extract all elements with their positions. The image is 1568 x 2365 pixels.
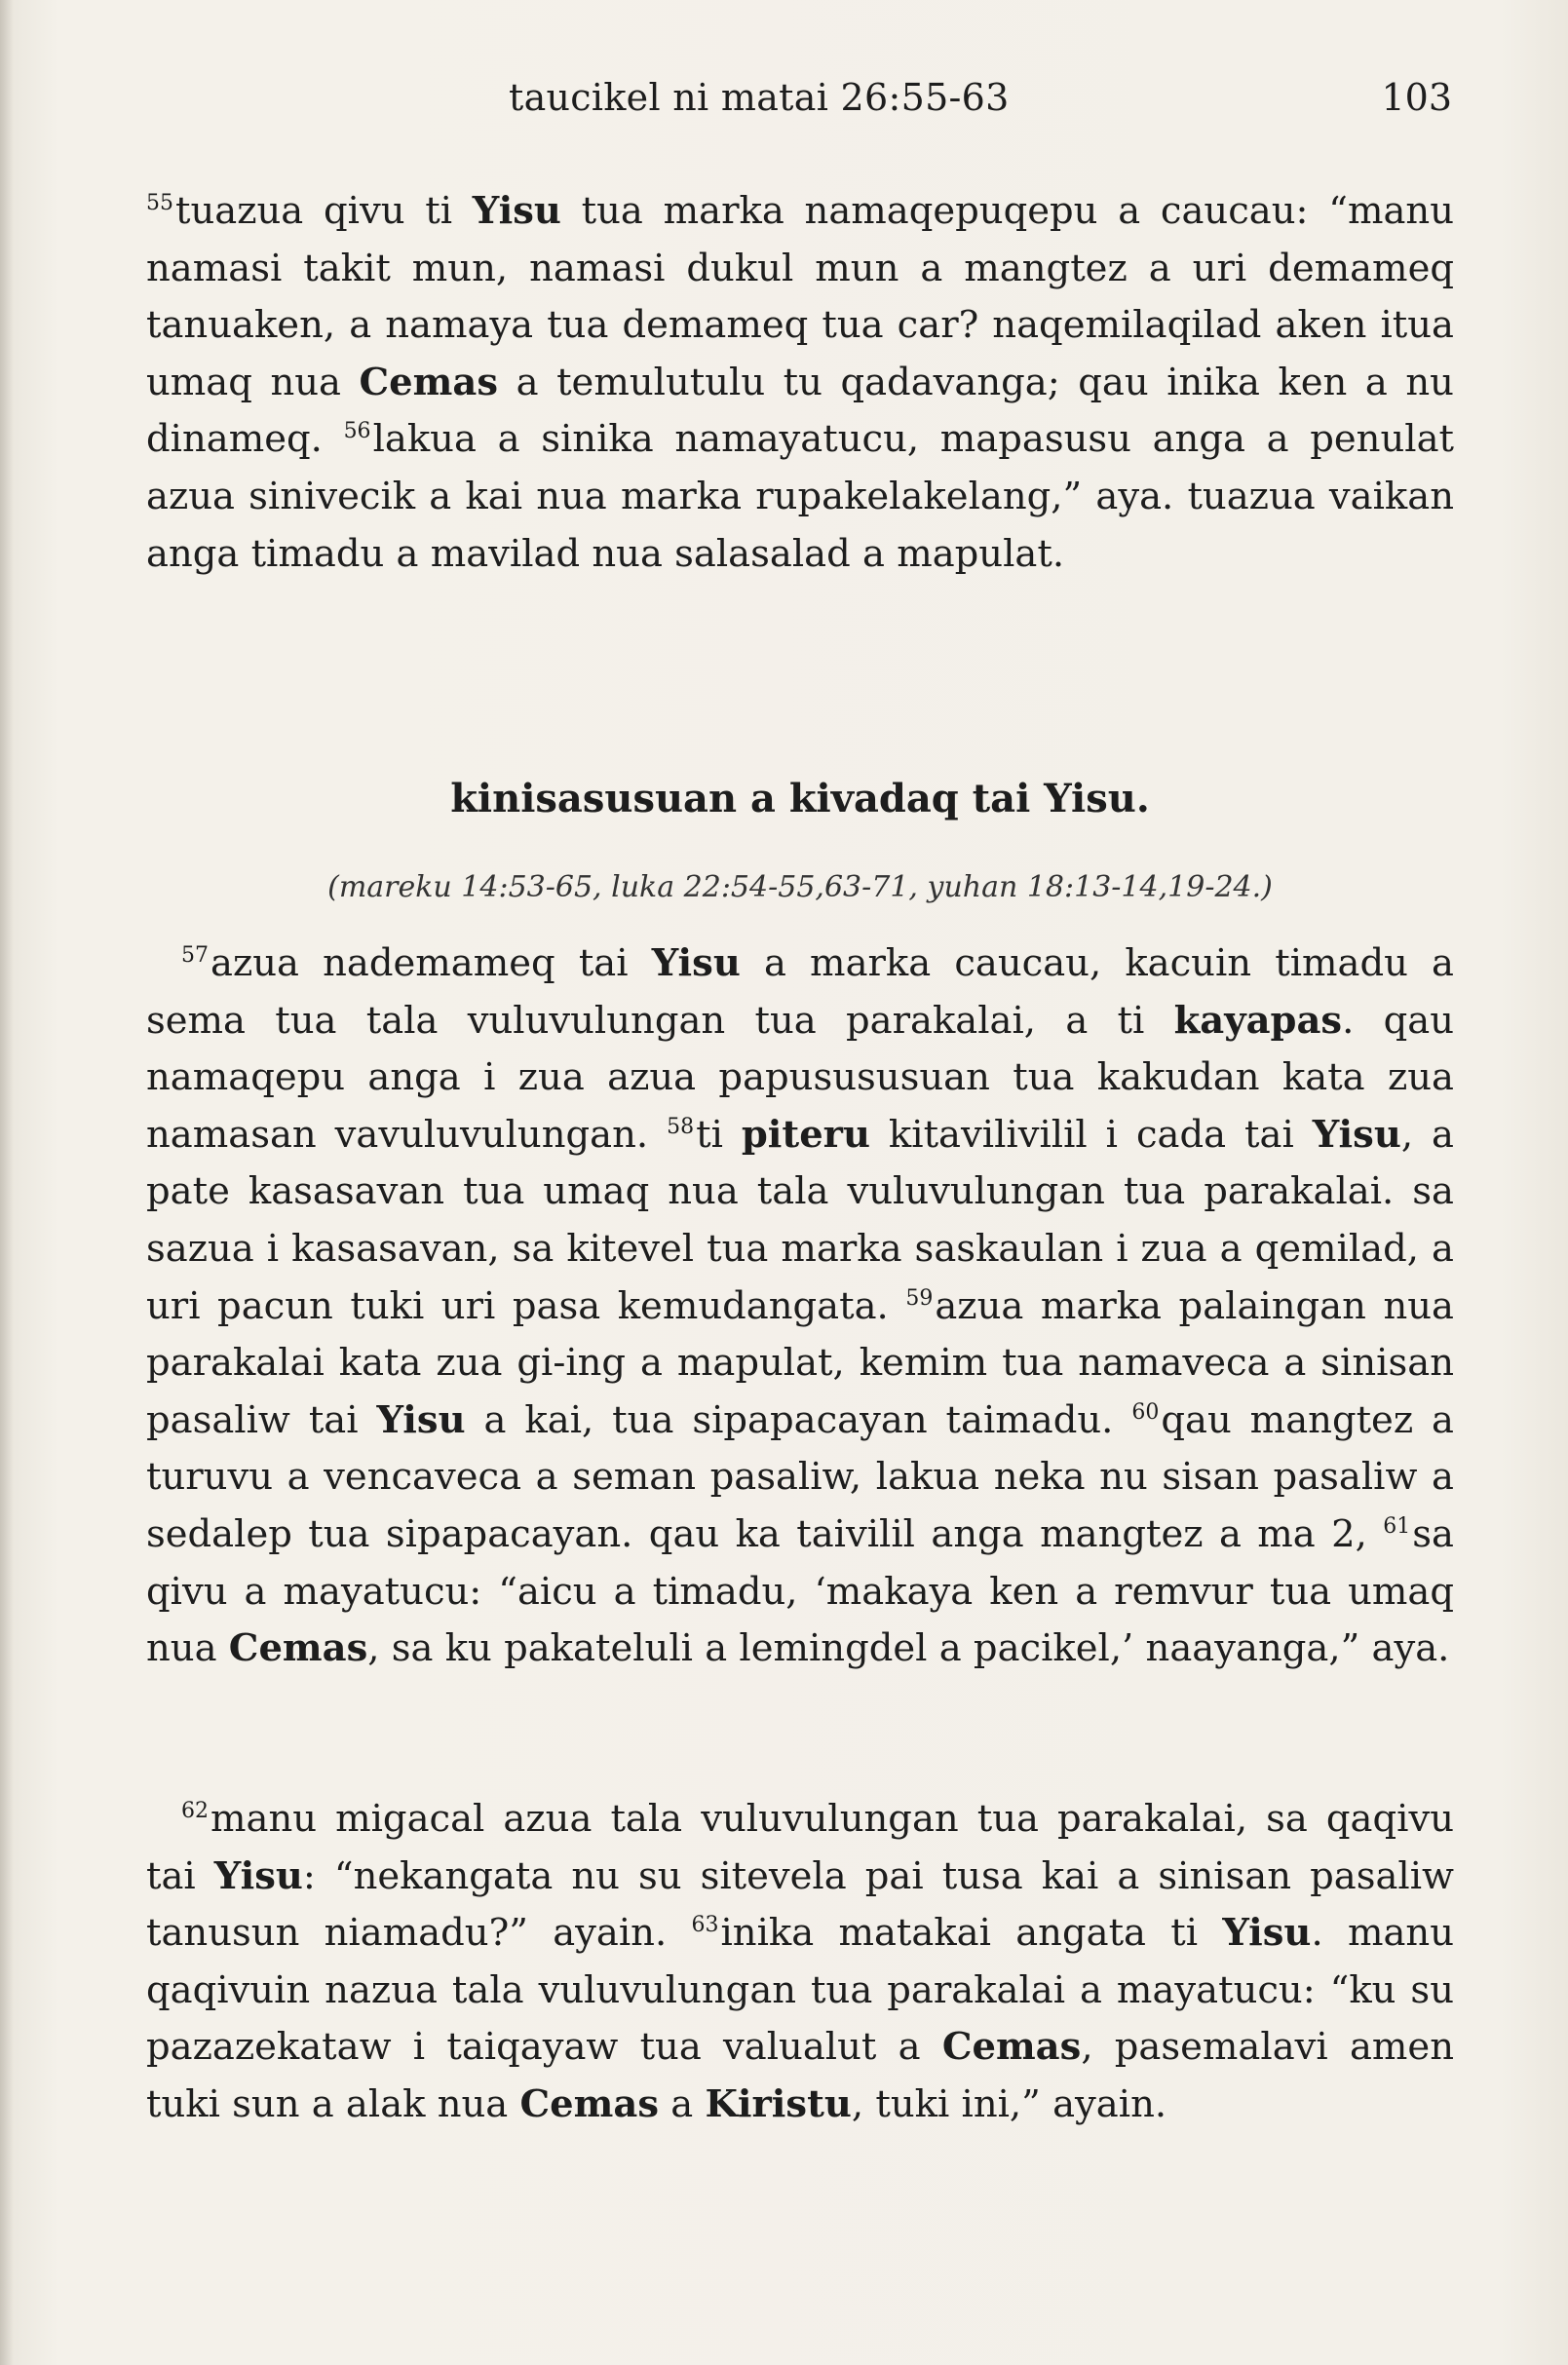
bold-name: Yisu xyxy=(376,1397,466,1442)
text-run: azua marka palaingan nua parakalai kata zua gi-ing a mapulat, kemim tua namaveca a sinisan pasaliw tai xyxy=(146,1283,1455,1442)
text-run: , a pate kasasavan tua umaq nua tala vuluvulungan tua parakalai. sa sazua i kasasavan, sa kitevel tua marka saskaulan i zua a qemilad, a uri pacun tuki uri pasa kemudangata. xyxy=(146,1112,1455,1328)
cross-reference: (mareku 14:53-65, luka 22:54-55,63-71, yuhan 18:13-14,19-24.) xyxy=(327,870,1273,904)
text-run: qau mangtez a turuvu a vencaveca a seman pasaliw, lakua neka nu sisan pasaliw a sedalep tua sipapacayan. qau ka taivilil anga mangtez a ma 2, xyxy=(146,1397,1455,1556)
bold-name: Kiristu xyxy=(705,2081,852,2126)
bold-name: piteru xyxy=(741,1112,870,1157)
text-run: , pasemalavi amen tuki sun a alak nua xyxy=(146,2025,1454,2126)
bold-name: Yisu xyxy=(1312,1112,1401,1157)
text-run: ti xyxy=(696,1112,742,1157)
text-run: : “nekangata nu su sitevela pai tusa kai a sinisan pasaliw tanusun niamadu?” ayain. xyxy=(146,1853,1454,1956)
section-heading: kinisasusuan a kivadaq tai Yisu. xyxy=(450,776,1150,821)
spine-shadow xyxy=(0,0,14,2365)
bold-name: Cemas xyxy=(228,1626,368,1671)
paragraph xyxy=(146,1791,1454,2134)
paragraph xyxy=(146,935,1454,1678)
text-run: sa qivu a mayatucu: “aicu a timadu, ‘makaya ken a remvur tua umaq nua xyxy=(146,1511,1454,1671)
verse-number: 61 xyxy=(1383,1513,1411,1539)
text-run: manu migacal azua tala vuluvulungan tua parakalai, sa qaqivu tai xyxy=(146,1797,1454,1898)
text-run: inika matakai angata ti xyxy=(720,1911,1223,1956)
page-number: 103 xyxy=(1381,76,1452,119)
bold-name: Cemas xyxy=(359,360,499,404)
text-run: azua nademameq tai xyxy=(210,941,652,985)
page-header xyxy=(146,76,1452,134)
text-run: . manu qaqivuin nazua tala vuluvulungan tua parakalai a mayatucu: “ku su pazazekataw i taiqayaw tua valualut a xyxy=(146,1911,1455,2070)
text-run: lakua a sinika namayatucu, mapasusu anga a penulat azua sinivecik a kai nua marka rupakelakelang,” aya. tuazua vaikan anga timadu a mavilad nua salasalad a mapulat. xyxy=(146,417,1454,576)
bold-name: Yisu xyxy=(1222,1911,1312,1956)
verse-number: 55 xyxy=(146,191,173,215)
text-run: a marka caucau, kacuin timadu a sema tua tala vuluvulungan tua parakalai, a ti xyxy=(146,941,1455,1043)
running-title: taucikel ni matai 26:55-63 xyxy=(509,76,1010,119)
text-run: a kai, tua sipapacayan taimadu. xyxy=(465,1397,1132,1442)
bold-name: Yisu xyxy=(472,189,561,233)
verse-number: 58 xyxy=(667,1114,695,1139)
text-run: kitavilivilil i cada tai xyxy=(869,1112,1313,1157)
text-run: , tuki ini,” ayain. xyxy=(851,2081,1167,2126)
bold-name: kayapas xyxy=(1173,998,1343,1043)
text-run: tuazua qivu ti xyxy=(175,189,473,233)
verse-number: 59 xyxy=(905,1285,934,1311)
text-run: , sa ku pakateluli a lemingdel a pacikel,’ naayanga,” aya. xyxy=(367,1626,1450,1671)
paragraph xyxy=(146,183,1454,583)
paragraph-verses-55-56 xyxy=(146,183,1454,583)
bold-name: Yisu xyxy=(651,941,741,985)
verse-number: 62 xyxy=(181,1799,209,1823)
bold-name: Yisu xyxy=(213,1853,303,1898)
bold-name: Cemas xyxy=(519,2081,659,2126)
text-run: a temulutulu tu qadavanga; qau inika ken a nu dinameq. xyxy=(146,360,1454,462)
verse-number: 60 xyxy=(1131,1399,1160,1425)
text-run: . qau namaqepu anga i zua azua papusususuan tua kakudan kata zua namasan vavuluvulungan. xyxy=(146,998,1454,1157)
text-run: tua marka namaqepuqepu a caucau: “manu namasi takit mun, namasi dukul mun a mangtez a uri demameq tanuaken, a namaya tua demameq tua car? naqemilaqilad aken itua umaq nua xyxy=(146,189,1454,404)
bold-name: Cemas xyxy=(941,2025,1082,2070)
verse-number: 57 xyxy=(181,943,209,968)
paragraph-verses-62-63 xyxy=(146,1791,1454,2134)
verse-number: 56 xyxy=(343,419,371,444)
text-run: a xyxy=(659,2081,706,2126)
verse-number: 63 xyxy=(691,1913,719,1938)
paragraph-verses-57-61 xyxy=(146,935,1454,1678)
